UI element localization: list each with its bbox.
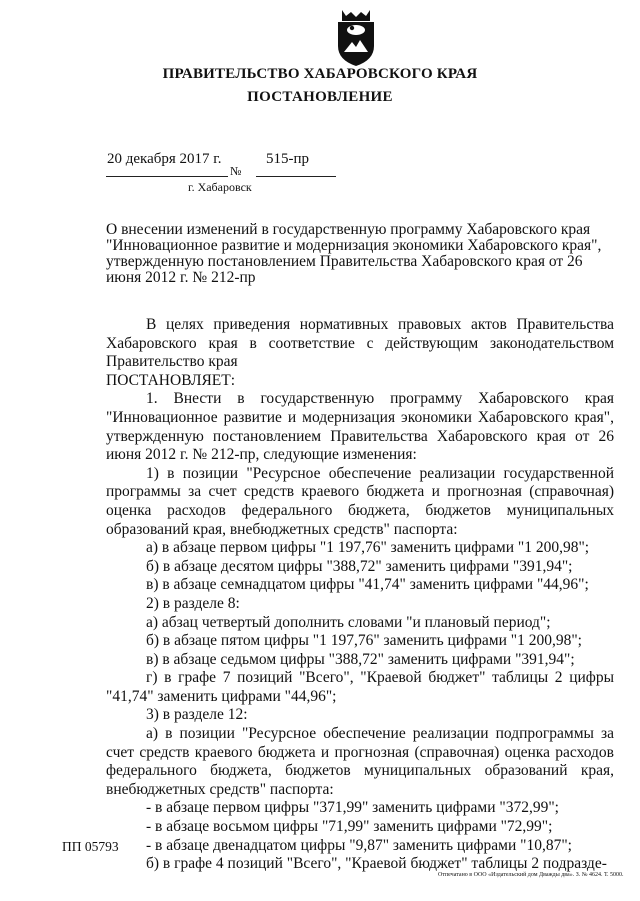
print-note: Отпечатано в ООО «Издательский дом Дважды два». З. № 4624. Т. 5000. [438,872,624,878]
paragraph-subitem: б) в абзаце десятом цифры "388,72" заменить цифрами "391,94"; [146,557,573,575]
paragraph-preamble: В целях приведения нормативных правовых актов Правительства Хабаровского края в соответствие с действующим законодательством Правительство края [106,316,614,371]
paragraph-subitem: 3) в разделе 12: [146,706,248,724]
document-title: О внесении изменений в государственную программу Хабаровского края "Инновационное развитие и модернизация экономики Хабаровского края", утвержденную постановлением Правительства Хабаровского края от 26 июня 2012 г. № 212-пр [106,221,602,286]
document-number: 515-пр [266,151,310,167]
paragraph-subitem: г) в графе 7 позиций "Всего", "Краевой бюджет" таблицы 2 цифры "41,74" заменить цифрами "44,96"; [106,669,614,705]
document-city: г. Хабаровск [188,180,252,194]
paragraph-subitem: в) в абзаце семнадцатом цифры "41,74" заменить цифрами "44,96"; [146,576,589,594]
number-underline [256,176,336,177]
paragraph-subitem: - в абзаце двенадцатом цифры "9,87" заменить цифрами "10,87"; [146,836,572,854]
paragraph-subitem: а) абзац четвертый дополнить словами "и плановый период"; [146,613,551,631]
paragraph-resolves: ПОСТАНОВЛЯЕТ: [106,371,236,389]
paragraph-subitem: - в абзаце восьмом цифры "71,99" заменить цифрами "72,99"; [146,818,553,836]
paragraph-subitem: а) в позиции "Ресурсное обеспечение реализации подпрограммы за счет средств краевого бюджета и прогнозная (справочная) оценка расходов федерального бюджета, бюджетов муниципальных образований края, внебюджетных средств" паспорта: [106,725,614,798]
paragraph-subitem: 1) в позиции "Ресурсное обеспечение реализации государственной программы за счет средств краевого бюджета и прогнозная (справочная) оценка расходов федерального бюджета, бюджетов муниципальных образований края, внебюджетных средств" паспорта: [106,464,614,538]
paragraph-subitem: - в абзаце первом цифры "371,99" заменить цифрами "372,99"; [146,799,559,817]
header-resolution: ПОСТАНОВЛЕНИЕ [247,89,393,105]
document-code: ПП 05793 [62,839,119,854]
paragraph-item-1: 1. Внести в государственную программу Хабаровского края "Инновационное развитие и модернизация экономики Хабаровского края", утвержденную постановлением Правительства Хабаровского края от 26 июня 2012 г. № 212-пр, следующие изменения: [106,390,614,464]
coat-of-arms-icon [332,6,380,68]
paragraph-subitem: а) в абзаце первом цифры "1 197,76" заменить цифрами "1 200,98"; [146,539,590,557]
document-body [106,316,614,874]
header-government: ПРАВИТЕЛЬСТВО ХАБАРОВСКОГО КРАЯ [162,66,478,82]
document-date: 20 декабря 2017 г. [107,151,222,167]
paragraph-subitem: б) в графе 4 позиций "Всего", "Краевой бюджет" таблицы 2 подразде- [146,855,607,873]
paragraph-subitem: 2) в разделе 8: [146,594,240,612]
paragraph-subitem: в) в абзаце седьмом цифры "388,72" заменить цифрами "391,94"; [146,650,575,668]
number-sign: № [230,164,242,178]
date-underline [106,176,228,177]
paragraph-subitem: б) в абзаце пятом цифры "1 197,76" заменить цифрами "1 200,98"; [146,632,582,650]
